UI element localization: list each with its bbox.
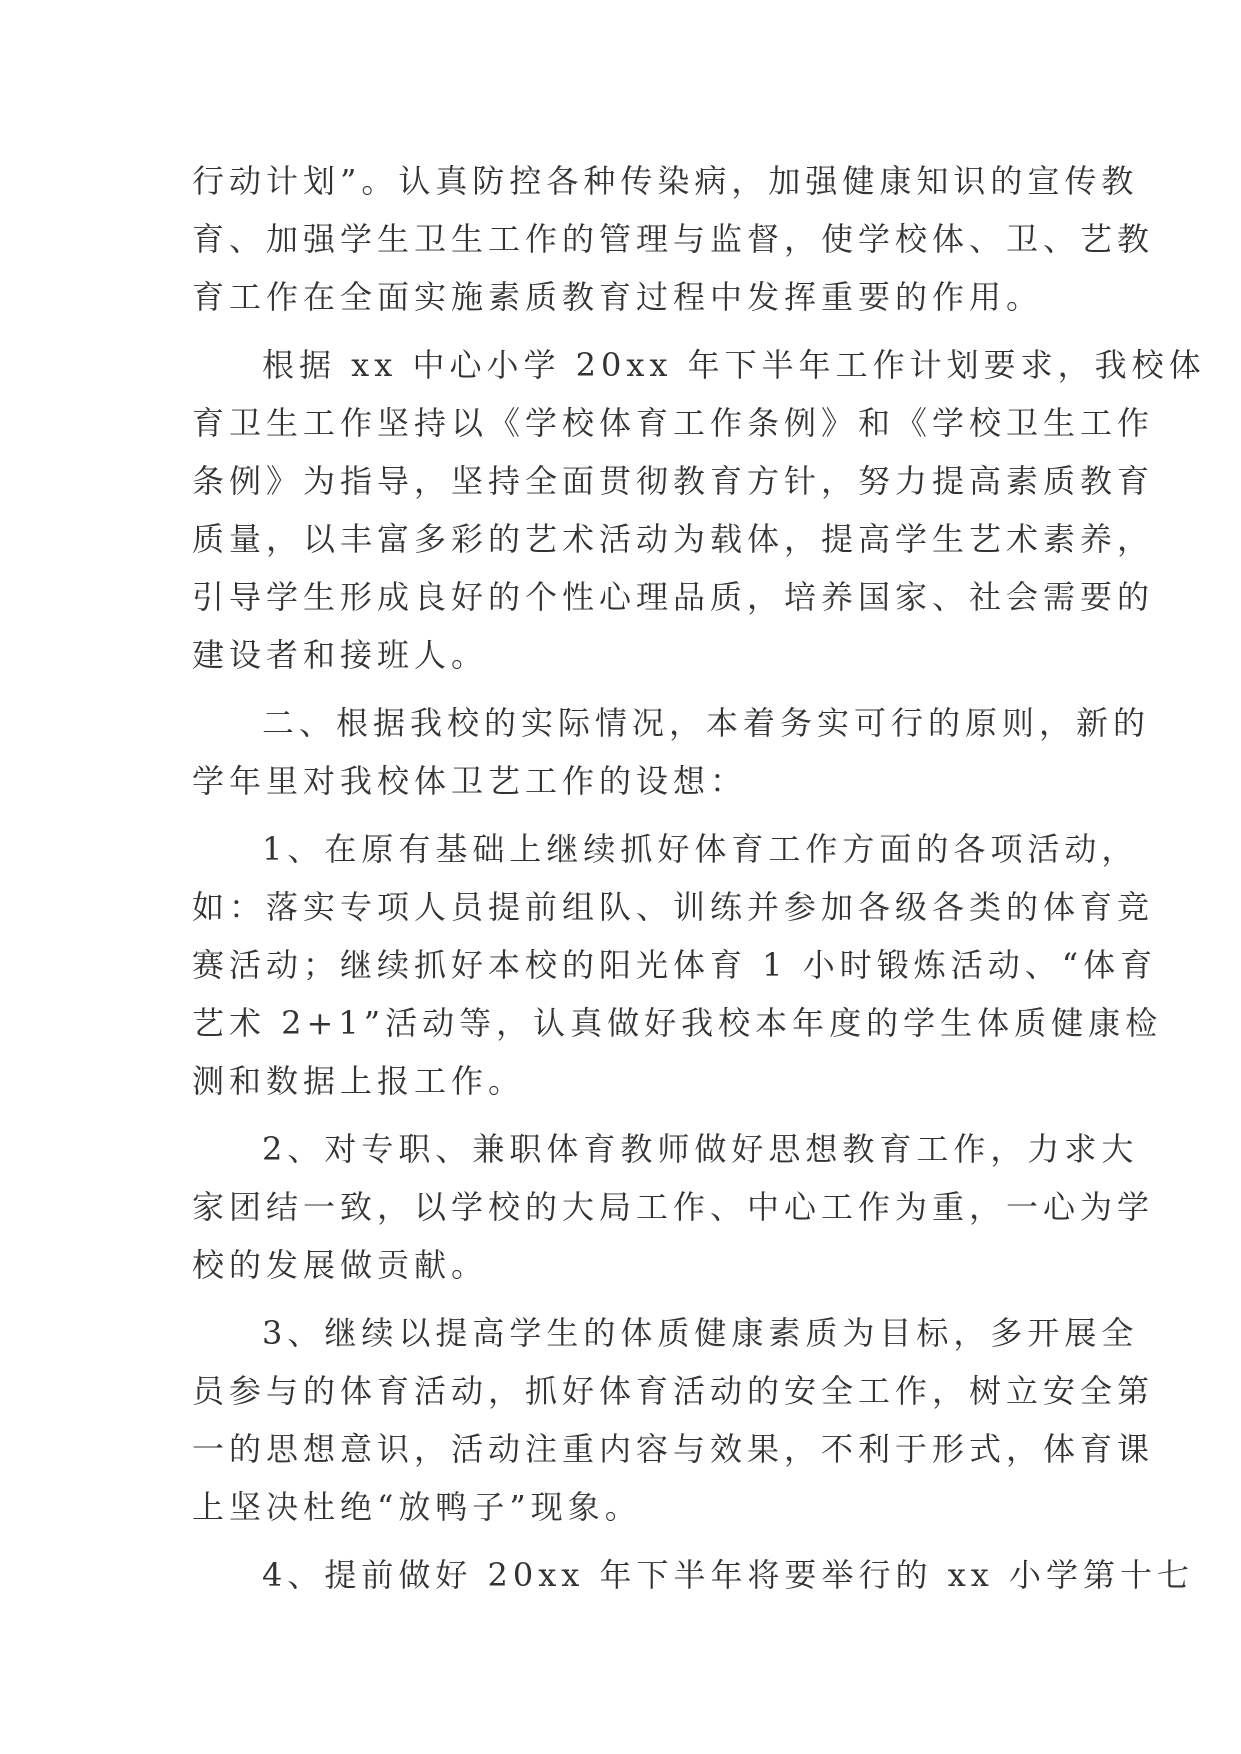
text-line: 根据 xx 中心小学 20xx 年下半年工作计划要求，我校体 (262, 346, 1206, 384)
text-line: 引导学生形成良好的个性心理品质，培养国家、社会需要的 (192, 578, 1155, 616)
text-line: 4、提前做好 20xx 年下半年将要举行的 xx 小学第十七 (262, 1556, 1194, 1594)
text-line: 测和数据上报工作。 (192, 1062, 526, 1100)
text-line: 家团结一致，以学校的大局工作、中心工作为重，一心为学 (192, 1188, 1155, 1226)
text-line: 3、继续以提高学生的体质健康素质为目标，多开展全 (262, 1314, 1139, 1352)
text-line: 二、根据我校的实际情况，本着务实可行的原则，新的 (262, 704, 1151, 742)
text-line: 条例》为指导，坚持全面贯彻教育方针，努力提高素质教育 (192, 462, 1155, 500)
paragraph (192, 1304, 1155, 1536)
paragraph (192, 1120, 1155, 1294)
text-line: 如：落实专项人员提前组队、训练并参加各级各类的体育竞 (192, 888, 1155, 926)
text-line: 建设者和接班人。 (192, 636, 489, 674)
text-line: 2、对专职、兼职体育教师做好思想教育工作，力求大 (262, 1130, 1139, 1168)
paragraph-continued (192, 152, 1155, 326)
paragraph (192, 336, 1206, 684)
text-line: 学年里对我校体卫艺工作的设想： (192, 762, 748, 800)
text-line: 行动计划”。认真防控各种传染病，加强健康知识的宣传教 (192, 162, 1139, 200)
text-line: 上坚决杜绝“放鸭子”现象。 (192, 1488, 642, 1526)
paragraph (192, 1546, 1194, 1604)
text-line: 赛活动；继续抓好本校的阳光体育 1 小时锻炼活动、“体育 (192, 946, 1158, 984)
text-line: 校的发展做贡献。 (192, 1246, 489, 1284)
text-line: 员参与的体育活动，抓好体育活动的安全工作，树立安全第 (192, 1372, 1155, 1410)
text-line: 一的思想意识，活动注重内容与效果，不利于形式，体育课 (192, 1430, 1155, 1468)
text-line: 质量，以丰富多彩的艺术活动为载体，提高学生艺术素养， (192, 520, 1155, 558)
text-line: 1、在原有基础上继续抓好体育工作方面的各项活动， (262, 830, 1139, 868)
text-line: 育卫生工作坚持以《学校体育工作条例》和《学校卫生工作 (192, 404, 1155, 442)
paragraph (192, 820, 1163, 1110)
document-body (192, 152, 1206, 1604)
paragraph (192, 694, 1151, 810)
text-line: 艺术 2+1”活动等，认真做好我校本年度的学生体质健康检 (192, 1004, 1163, 1042)
text-line: 育工作在全面实施素质教育过程中发挥重要的作用。 (192, 278, 1044, 316)
text-line: 育、加强学生卫生工作的管理与监督，使学校体、卫、艺教 (192, 220, 1155, 258)
